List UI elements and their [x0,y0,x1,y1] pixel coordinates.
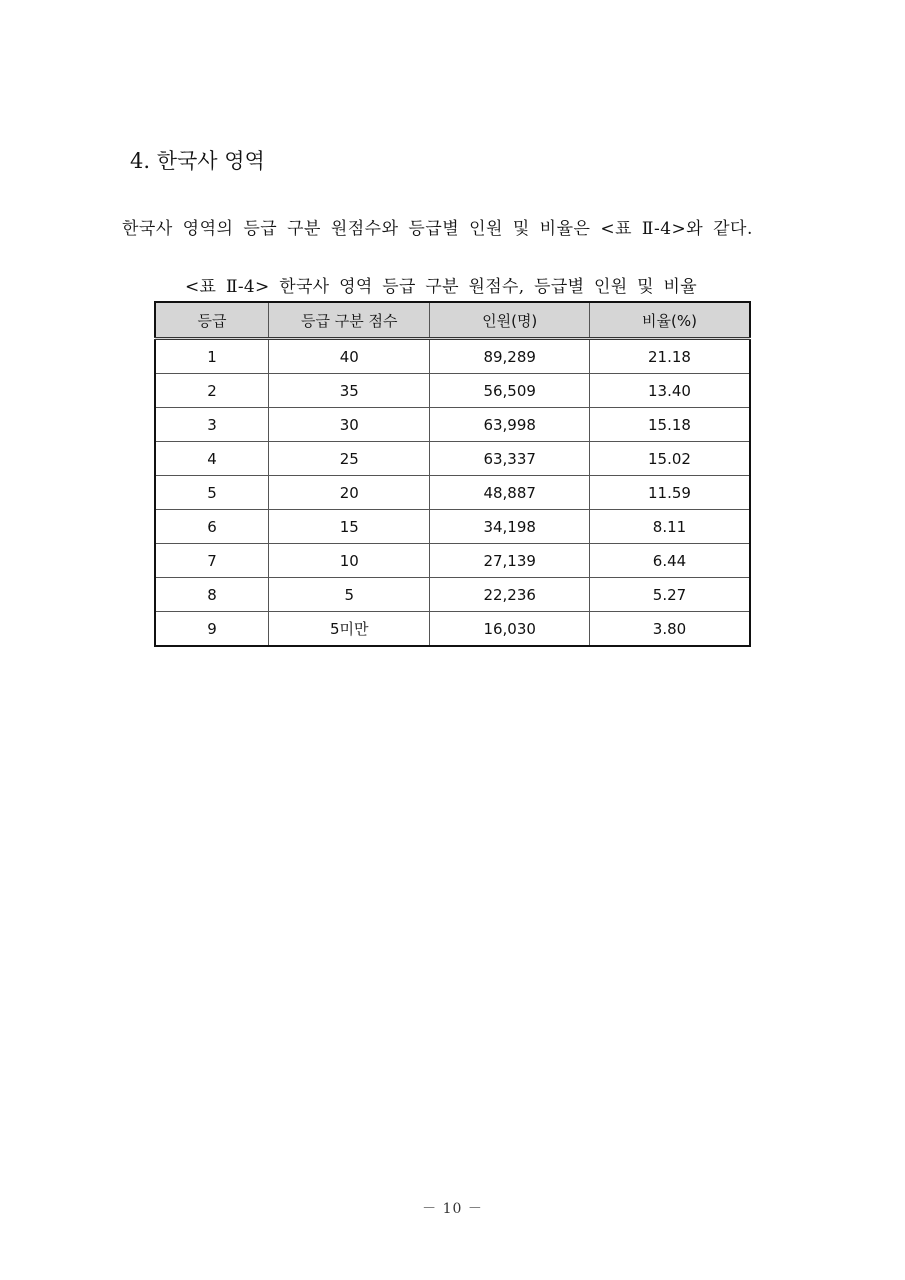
table-caption: <표 Ⅱ-4> 한국사 영역 등급 구분 원점수, 등급별 인원 및 비율 [185,277,698,297]
cell-count: 27,139 [430,544,590,578]
cell-count: 34,198 [430,510,590,544]
intro-paragraph: 한국사 영역의 등급 구분 원점수와 등급별 인원 및 비율은 <표 Ⅱ-4>와 같다. [122,219,753,239]
cell-grade: 1 [155,339,269,374]
cell-cutoff-score: 5 [269,578,430,612]
cell-count: 48,887 [430,476,590,510]
cell-cutoff-score: 40 [269,339,430,374]
cell-count: 22,236 [430,578,590,612]
header-grade: 등급 [155,302,269,339]
table-row [155,578,750,612]
cell-grade: 6 [155,510,269,544]
cell-ratio: 6.44 [589,544,750,578]
cell-cutoff-score: 5미만 [269,612,430,647]
table-row [155,408,750,442]
header-cutoff-score: 등급 구분 점수 [269,302,430,339]
cell-ratio: 21.18 [589,339,750,374]
table-row [155,374,750,408]
cell-grade: 4 [155,442,269,476]
cell-count: 63,337 [430,442,590,476]
cell-grade: 7 [155,544,269,578]
table-row [155,510,750,544]
header-count: 인원(명) [430,302,590,339]
cell-grade: 2 [155,374,269,408]
cell-grade: 5 [155,476,269,510]
page-number: － 10 － [422,1201,483,1217]
table-row [155,339,750,374]
header-ratio: 비율(%) [589,302,750,339]
cell-count: 63,998 [430,408,590,442]
cell-count: 56,509 [430,374,590,408]
cell-cutoff-score: 15 [269,510,430,544]
cell-count: 16,030 [430,612,590,647]
cell-ratio: 15.02 [589,442,750,476]
table-row [155,544,750,578]
cell-cutoff-score: 35 [269,374,430,408]
cell-cutoff-score: 30 [269,408,430,442]
cell-cutoff-score: 20 [269,476,430,510]
cell-count: 89,289 [430,339,590,374]
cell-grade: 8 [155,578,269,612]
table-row [155,476,750,510]
table-row [155,442,750,476]
cell-ratio: 15.18 [589,408,750,442]
table-header-row [155,302,750,339]
cell-ratio: 11.59 [589,476,750,510]
table-row [155,612,750,647]
cell-ratio: 3.80 [589,612,750,647]
cell-grade: 9 [155,612,269,647]
cell-ratio: 8.11 [589,510,750,544]
grade-table [154,301,751,647]
cell-cutoff-score: 10 [269,544,430,578]
cell-cutoff-score: 25 [269,442,430,476]
cell-ratio: 5.27 [589,578,750,612]
section-heading: 4. 한국사 영역 [130,149,265,173]
cell-ratio: 13.40 [589,374,750,408]
cell-grade: 3 [155,408,269,442]
